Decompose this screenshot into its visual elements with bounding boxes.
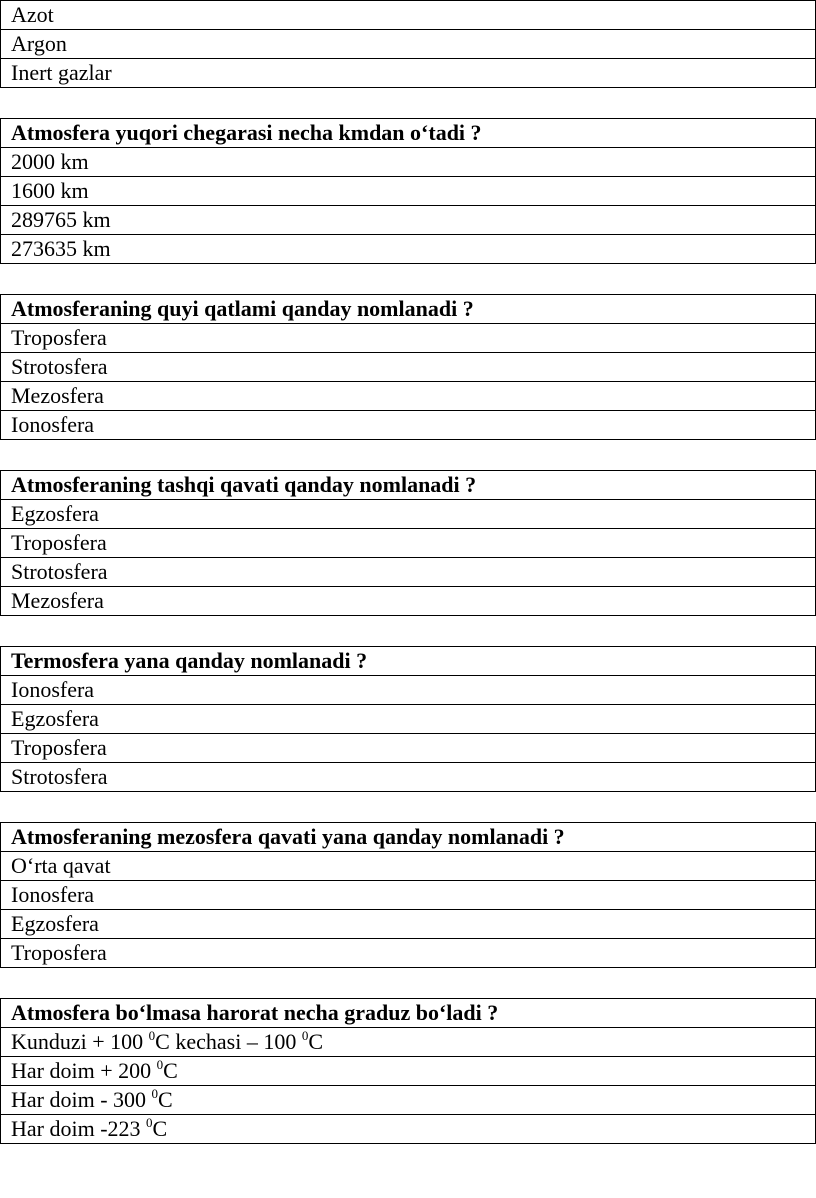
answer-row — [1, 1, 816, 30]
answer-option: Mezosfera — [1, 587, 816, 616]
answer-row — [1, 382, 816, 411]
answer-row — [1, 705, 816, 734]
degree-superscript: 0 — [156, 1057, 164, 1072]
question-block — [0, 646, 816, 792]
answer-text: C — [152, 1116, 168, 1141]
answer-option — [1, 1086, 816, 1115]
answer-option: Egzosfera — [1, 910, 816, 939]
answer-option: Troposfera — [1, 734, 816, 763]
answer-row — [1, 59, 816, 88]
answer-option: Mezosfera — [1, 382, 816, 411]
answer-option: 1600 km — [1, 177, 816, 206]
answer-row — [1, 939, 816, 968]
answer-row — [1, 910, 816, 939]
question-row — [1, 471, 816, 500]
answer-text: Kunduzi + 100 — [11, 1029, 149, 1054]
answer-option: Troposfera — [1, 529, 816, 558]
degree-superscript: 0 — [301, 1028, 309, 1043]
answer-row — [1, 676, 816, 705]
answer-row — [1, 500, 816, 529]
question-text: Atmosferaning mezosfera qavati yana qanday nomlanadi ? — [1, 823, 816, 852]
answer-option: Egzosfera — [1, 500, 816, 529]
answer-row — [1, 1086, 816, 1115]
answer-row — [1, 558, 816, 587]
answer-row — [1, 177, 816, 206]
answer-option: Egzosfera — [1, 705, 816, 734]
answer-text: Har doim + 200 — [11, 1058, 157, 1083]
answer-option: O‘rta qavat — [1, 852, 816, 881]
answer-text: C — [163, 1058, 178, 1083]
answer-row — [1, 881, 816, 910]
question-block — [0, 0, 816, 88]
answer-row — [1, 529, 816, 558]
answer-row — [1, 206, 816, 235]
question-row — [1, 823, 816, 852]
answer-row — [1, 353, 816, 382]
answer-option — [1, 1028, 816, 1057]
answer-option — [1, 1057, 816, 1086]
answer-row — [1, 852, 816, 881]
answer-row — [1, 1057, 816, 1086]
block-spacer — [0, 792, 816, 822]
question-text: Atmosfera yuqori chegarasi necha kmdan o‘tadi ? — [1, 119, 816, 148]
question-block — [0, 822, 816, 968]
block-spacer — [0, 88, 816, 118]
question-block — [0, 470, 816, 616]
answer-option: Ionosfera — [1, 676, 816, 705]
answer-option: 289765 km — [1, 206, 816, 235]
answer-text: C — [308, 1029, 324, 1054]
question-text: Atmosfera bo‘lmasa harorat necha graduz bo‘ladi ? — [1, 999, 816, 1028]
answer-row — [1, 30, 816, 59]
question-row — [1, 119, 816, 148]
answer-row — [1, 411, 816, 440]
answer-option: Strotosfera — [1, 558, 816, 587]
answer-option: Azot — [1, 1, 816, 30]
answer-row — [1, 1028, 816, 1057]
answer-option: 2000 km — [1, 148, 816, 177]
answer-text: C kechasi – 100 — [155, 1029, 302, 1054]
answer-row — [1, 587, 816, 616]
answer-row — [1, 235, 816, 264]
answer-option: Inert gazlar — [1, 59, 816, 88]
question-text: Atmosferaning tashqi qavati qanday nomlanadi ? — [1, 471, 816, 500]
answer-text: Har doim -223 — [11, 1116, 147, 1141]
degree-superscript: 0 — [148, 1028, 156, 1043]
answer-row — [1, 734, 816, 763]
answer-option — [1, 1115, 816, 1144]
question-text: Atmosferaning quyi qatlami qanday nomlanadi ? — [1, 295, 816, 324]
question-block — [0, 118, 816, 264]
question-row — [1, 999, 816, 1028]
question-row — [1, 295, 816, 324]
answer-option: Troposfera — [1, 324, 816, 353]
question-block — [0, 294, 816, 440]
answer-option: 273635 km — [1, 235, 816, 264]
answer-text: C — [158, 1087, 173, 1112]
answer-option: Argon — [1, 30, 816, 59]
question-text: Termosfera yana qanday nomlanadi ? — [1, 647, 816, 676]
answer-row — [1, 148, 816, 177]
block-spacer — [0, 440, 816, 470]
answer-option: Ionosfera — [1, 411, 816, 440]
block-spacer — [0, 264, 816, 294]
answer-row — [1, 1115, 816, 1144]
question-row — [1, 647, 816, 676]
answer-option: Strotosfera — [1, 353, 816, 382]
question-block — [0, 998, 816, 1144]
answer-text: Har doim - 300 — [11, 1087, 152, 1112]
degree-superscript: 0 — [151, 1086, 159, 1101]
answer-option: Ionosfera — [1, 881, 816, 910]
block-spacer — [0, 968, 816, 998]
answer-option: Strotosfera — [1, 763, 816, 792]
degree-superscript: 0 — [146, 1115, 153, 1130]
answer-option: Troposfera — [1, 939, 816, 968]
block-spacer — [0, 616, 816, 646]
answer-row — [1, 324, 816, 353]
answer-row — [1, 763, 816, 792]
